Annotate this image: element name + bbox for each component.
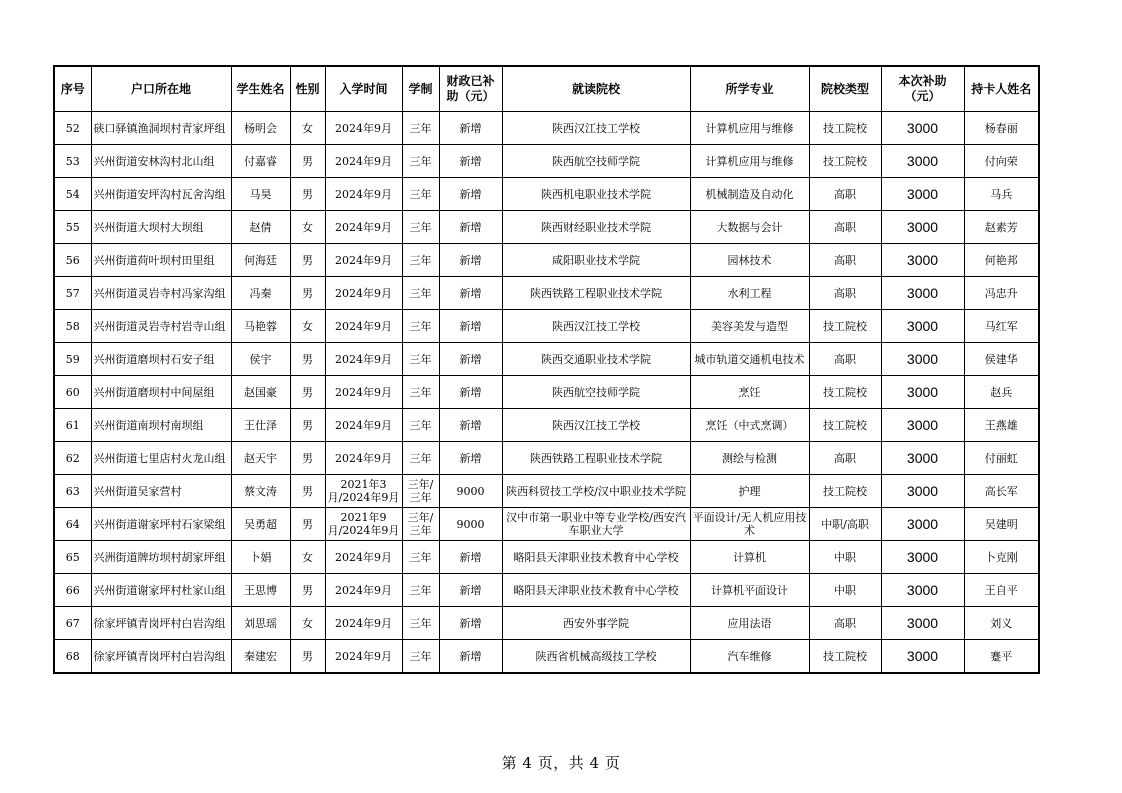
cell-col-gender: 男 [290, 376, 325, 409]
cell-col-major: 计算机 [690, 541, 809, 574]
table-row [54, 178, 1039, 211]
cell-col-index: 55 [54, 211, 91, 244]
cell-col-gender: 男 [290, 508, 325, 541]
cell-col-gender: 男 [290, 343, 325, 376]
cell-col-household-address: 兴州街道吴家营村 [91, 475, 231, 508]
cell-col-major: 计算机平面设计 [690, 574, 809, 607]
cell-col-enrollment-date: 2024年9月 [325, 640, 402, 674]
cell-col-major: 机械制造及自动化 [690, 178, 809, 211]
cell-col-current-subsidy: 3000 [881, 277, 964, 310]
cell-col-enrollment-date: 2024年9月 [325, 409, 402, 442]
cell-col-school-type: 高职 [809, 607, 881, 640]
cell-col-program-length: 三年 [402, 541, 439, 574]
cell-col-student-name: 赵天宇 [231, 442, 290, 475]
cell-col-prior-subsidy: 新增 [439, 442, 502, 475]
cell-col-school-type: 技工院校 [809, 475, 881, 508]
cell-col-school: 陕西科贸技工学校/汉中职业技术学院 [502, 475, 690, 508]
header-col-prior-subsidy: 财政已补助（元） [439, 66, 502, 112]
cell-col-current-subsidy: 3000 [881, 409, 964, 442]
header-col-school: 就读院校 [502, 66, 690, 112]
cell-col-prior-subsidy: 新增 [439, 574, 502, 607]
cell-col-major: 烹饪（中式烹调） [690, 409, 809, 442]
cell-col-household-address: 兴州街道磨坝村中间屋组 [91, 376, 231, 409]
cell-col-prior-subsidy: 9000 [439, 508, 502, 541]
table-row [54, 574, 1039, 607]
cell-col-household-address: 兴州街道磨坝村石安子组 [91, 343, 231, 376]
cell-col-school: 陕西省机械高级技工学校 [502, 640, 690, 674]
cell-col-gender: 男 [290, 640, 325, 674]
cell-col-index: 67 [54, 607, 91, 640]
cell-col-current-subsidy: 3000 [881, 211, 964, 244]
cell-col-cardholder-name: 马红军 [964, 310, 1039, 343]
cell-col-prior-subsidy: 新增 [439, 409, 502, 442]
cell-col-school: 陕西铁路工程职业技术学院 [502, 277, 690, 310]
cell-col-enrollment-date: 2024年9月 [325, 145, 402, 178]
table-row [54, 376, 1039, 409]
cell-col-school-type: 高职 [809, 277, 881, 310]
cell-col-index: 68 [54, 640, 91, 674]
table-row [54, 409, 1039, 442]
cell-col-current-subsidy: 3000 [881, 376, 964, 409]
cell-col-school-type: 高职 [809, 211, 881, 244]
cell-col-school: 陕西机电职业技术学院 [502, 178, 690, 211]
cell-col-household-address: 兴州街道灵岩寺村冯家沟组 [91, 277, 231, 310]
table-row [54, 244, 1039, 277]
cell-col-major: 计算机应用与维修 [690, 112, 809, 145]
cell-col-current-subsidy: 3000 [881, 574, 964, 607]
table-row [54, 640, 1039, 674]
cell-col-cardholder-name: 刘义 [964, 607, 1039, 640]
cell-col-index: 59 [54, 343, 91, 376]
table-row [54, 541, 1039, 574]
header-col-student-name: 学生姓名 [231, 66, 290, 112]
cell-col-current-subsidy: 3000 [881, 343, 964, 376]
cell-col-gender: 男 [290, 574, 325, 607]
cell-col-school: 咸阳职业技术学院 [502, 244, 690, 277]
header-row [54, 66, 1039, 112]
cell-col-gender: 男 [290, 244, 325, 277]
cell-col-school: 陕西汉江技工学校 [502, 310, 690, 343]
subsidy-table [53, 65, 1040, 674]
cell-col-school: 陕西汉江技工学校 [502, 112, 690, 145]
cell-col-school-type: 技工院校 [809, 640, 881, 674]
cell-col-major: 大数据与会计 [690, 211, 809, 244]
table-row [54, 277, 1039, 310]
cell-col-index: 56 [54, 244, 91, 277]
cell-col-index: 54 [54, 178, 91, 211]
cell-col-household-address: 兴州街道安林沟村北山组 [91, 145, 231, 178]
cell-col-cardholder-name: 高长军 [964, 475, 1039, 508]
cell-col-student-name: 蔡文涛 [231, 475, 290, 508]
cell-col-gender: 女 [290, 211, 325, 244]
cell-col-household-address: 徐家坪镇青岗坪村白岩沟组 [91, 607, 231, 640]
cell-col-gender: 女 [290, 541, 325, 574]
cell-col-school-type: 技工院校 [809, 145, 881, 178]
cell-col-cardholder-name: 赵兵 [964, 376, 1039, 409]
cell-col-student-name: 刘思瑶 [231, 607, 290, 640]
cell-col-cardholder-name: 王自平 [964, 574, 1039, 607]
cell-col-student-name: 秦建宏 [231, 640, 290, 674]
cell-col-gender: 男 [290, 277, 325, 310]
cell-col-index: 52 [54, 112, 91, 145]
cell-col-student-name: 冯秦 [231, 277, 290, 310]
cell-col-enrollment-date: 2024年9月 [325, 343, 402, 376]
cell-col-school-type: 中职 [809, 574, 881, 607]
table-row [54, 343, 1039, 376]
cell-col-program-length: 三年 [402, 376, 439, 409]
cell-col-enrollment-date: 2024年9月 [325, 112, 402, 145]
cell-col-student-name: 吴勇超 [231, 508, 290, 541]
cell-col-index: 57 [54, 277, 91, 310]
cell-col-current-subsidy: 3000 [881, 178, 964, 211]
cell-col-index: 62 [54, 442, 91, 475]
cell-col-major: 园林技术 [690, 244, 809, 277]
cell-col-household-address: 兴州街道荷叶坝村田里组 [91, 244, 231, 277]
page-footer: 第 4 页，共 4 页 [501, 754, 621, 772]
cell-col-program-length: 三年 [402, 112, 439, 145]
cell-col-student-name: 马昊 [231, 178, 290, 211]
cell-col-index: 63 [54, 475, 91, 508]
cell-col-gender: 女 [290, 112, 325, 145]
cell-col-program-length: 三年 [402, 211, 439, 244]
cell-col-school: 略阳县天津职业技术教育中心学校 [502, 541, 690, 574]
cell-col-current-subsidy: 3000 [881, 475, 964, 508]
header-col-index: 序号 [54, 66, 91, 112]
cell-col-program-length: 三年 [402, 310, 439, 343]
cell-col-enrollment-date: 2024年9月 [325, 541, 402, 574]
cell-col-gender: 男 [290, 178, 325, 211]
cell-col-student-name: 何海廷 [231, 244, 290, 277]
cell-col-enrollment-date: 2024年9月 [325, 277, 402, 310]
cell-col-school-type: 技工院校 [809, 376, 881, 409]
cell-col-student-name: 付嘉睿 [231, 145, 290, 178]
cell-col-current-subsidy: 3000 [881, 145, 964, 178]
cell-col-enrollment-date: 2024年9月 [325, 244, 402, 277]
cell-col-cardholder-name: 马兵 [964, 178, 1039, 211]
cell-col-gender: 女 [290, 607, 325, 640]
cell-col-cardholder-name: 付向荣 [964, 145, 1039, 178]
cell-col-student-name: 赵倩 [231, 211, 290, 244]
header-col-major: 所学专业 [690, 66, 809, 112]
cell-col-prior-subsidy: 新增 [439, 277, 502, 310]
cell-col-enrollment-date: 2024年9月 [325, 178, 402, 211]
cell-col-gender: 男 [290, 145, 325, 178]
cell-col-school: 陕西航空技师学院 [502, 376, 690, 409]
cell-col-program-length: 三年 [402, 607, 439, 640]
cell-col-cardholder-name: 冯忠升 [964, 277, 1039, 310]
cell-col-program-length: 三年/三年 [402, 475, 439, 508]
cell-col-prior-subsidy: 新增 [439, 376, 502, 409]
cell-col-enrollment-date: 2021年3月/2024年9月 [325, 475, 402, 508]
cell-col-index: 58 [54, 310, 91, 343]
cell-col-current-subsidy: 3000 [881, 112, 964, 145]
cell-col-school-type: 技工院校 [809, 310, 881, 343]
cell-col-enrollment-date: 2024年9月 [325, 442, 402, 475]
cell-col-household-address: 兴州街道南坝村南坝组 [91, 409, 231, 442]
cell-col-school: 陕西航空技师学院 [502, 145, 690, 178]
table-row [54, 442, 1039, 475]
cell-col-program-length: 三年 [402, 409, 439, 442]
cell-col-student-name: 王思博 [231, 574, 290, 607]
table-row [54, 310, 1039, 343]
cell-col-household-address: 兴州街道谢家坪村石家梁组 [91, 508, 231, 541]
cell-col-prior-subsidy: 新增 [439, 244, 502, 277]
cell-col-cardholder-name: 赵素芳 [964, 211, 1039, 244]
cell-col-prior-subsidy: 新增 [439, 145, 502, 178]
cell-col-household-address: 硖口驿镇渔洞坝村青家坪组 [91, 112, 231, 145]
cell-col-current-subsidy: 3000 [881, 442, 964, 475]
header-col-household-address: 户口所在地 [91, 66, 231, 112]
cell-col-gender: 男 [290, 442, 325, 475]
cell-col-program-length: 三年 [402, 145, 439, 178]
table-row [54, 145, 1039, 178]
cell-col-cardholder-name: 何艳邦 [964, 244, 1039, 277]
cell-col-current-subsidy: 3000 [881, 607, 964, 640]
cell-col-prior-subsidy: 9000 [439, 475, 502, 508]
cell-col-school: 陕西铁路工程职业技术学院 [502, 442, 690, 475]
cell-col-cardholder-name: 蹇平 [964, 640, 1039, 674]
cell-col-major: 平面设计/无人机应用技术 [690, 508, 809, 541]
table-body [54, 112, 1039, 674]
cell-col-school: 陕西汉江技工学校 [502, 409, 690, 442]
header-col-school-type: 院校类型 [809, 66, 881, 112]
cell-col-current-subsidy: 3000 [881, 541, 964, 574]
cell-col-current-subsidy: 3000 [881, 640, 964, 674]
cell-col-current-subsidy: 3000 [881, 244, 964, 277]
cell-col-index: 65 [54, 541, 91, 574]
header-col-program-length: 学制 [402, 66, 439, 112]
cell-col-major: 城市轨道交通机电技术 [690, 343, 809, 376]
cell-col-household-address: 兴洲街道牌坊坝村胡家坪组 [91, 541, 231, 574]
cell-col-current-subsidy: 3000 [881, 310, 964, 343]
cell-col-school-type: 中职 [809, 541, 881, 574]
cell-col-major: 水利工程 [690, 277, 809, 310]
cell-col-program-length: 三年 [402, 574, 439, 607]
cell-col-school: 汉中市第一职业中等专业学校/西安汽车职业大学 [502, 508, 690, 541]
cell-col-major: 计算机应用与维修 [690, 145, 809, 178]
cell-col-gender: 男 [290, 409, 325, 442]
cell-col-cardholder-name: 付丽虹 [964, 442, 1039, 475]
header-col-enrollment-date: 入学时间 [325, 66, 402, 112]
cell-col-cardholder-name: 吴建明 [964, 508, 1039, 541]
cell-col-prior-subsidy: 新增 [439, 640, 502, 674]
cell-col-household-address: 兴州街道七里店村火龙山组 [91, 442, 231, 475]
cell-col-household-address: 徐家坪镇青岗坪村白岩沟组 [91, 640, 231, 674]
cell-col-program-length: 三年 [402, 244, 439, 277]
cell-col-prior-subsidy: 新增 [439, 607, 502, 640]
cell-col-enrollment-date: 2024年9月 [325, 211, 402, 244]
cell-col-program-length: 三年 [402, 640, 439, 674]
cell-col-gender: 男 [290, 475, 325, 508]
cell-col-school-type: 中职/高职 [809, 508, 881, 541]
cell-col-student-name: 卜娟 [231, 541, 290, 574]
cell-col-index: 61 [54, 409, 91, 442]
cell-col-school: 陕西财经职业技术学院 [502, 211, 690, 244]
cell-col-major: 美容美发与造型 [690, 310, 809, 343]
cell-col-school: 陕西交通职业技术学院 [502, 343, 690, 376]
cell-col-gender: 女 [290, 310, 325, 343]
cell-col-school-type: 高职 [809, 442, 881, 475]
table-row [54, 475, 1039, 508]
cell-col-school-type: 技工院校 [809, 112, 881, 145]
cell-col-index: 60 [54, 376, 91, 409]
cell-col-household-address: 兴州街道谢家坪村杜家山组 [91, 574, 231, 607]
cell-col-enrollment-date: 2024年9月 [325, 607, 402, 640]
table-row [54, 508, 1039, 541]
cell-col-cardholder-name: 卜克刚 [964, 541, 1039, 574]
cell-col-student-name: 侯宇 [231, 343, 290, 376]
cell-col-major: 应用法语 [690, 607, 809, 640]
table-row [54, 112, 1039, 145]
cell-col-prior-subsidy: 新增 [439, 112, 502, 145]
cell-col-school-type: 高职 [809, 343, 881, 376]
header-col-cardholder-name: 持卡人姓名 [964, 66, 1039, 112]
cell-col-cardholder-name: 侯建华 [964, 343, 1039, 376]
cell-col-major: 护理 [690, 475, 809, 508]
cell-col-student-name: 赵国豪 [231, 376, 290, 409]
cell-col-prior-subsidy: 新增 [439, 541, 502, 574]
cell-col-program-length: 三年/三年 [402, 508, 439, 541]
cell-col-prior-subsidy: 新增 [439, 178, 502, 211]
cell-col-major: 烹饪 [690, 376, 809, 409]
cell-col-cardholder-name: 杨春丽 [964, 112, 1039, 145]
cell-col-enrollment-date: 2024年9月 [325, 574, 402, 607]
cell-col-household-address: 兴州街道大坝村大坝组 [91, 211, 231, 244]
cell-col-household-address: 兴州街道灵岩寺村岩寺山组 [91, 310, 231, 343]
cell-col-prior-subsidy: 新增 [439, 211, 502, 244]
cell-col-major: 测绘与检测 [690, 442, 809, 475]
table-row [54, 607, 1039, 640]
header-col-gender: 性别 [290, 66, 325, 112]
cell-col-enrollment-date: 2024年9月 [325, 376, 402, 409]
cell-col-current-subsidy: 3000 [881, 508, 964, 541]
cell-col-index: 53 [54, 145, 91, 178]
cell-col-cardholder-name: 王燕雄 [964, 409, 1039, 442]
cell-col-school-type: 高职 [809, 178, 881, 211]
table-row [54, 211, 1039, 244]
cell-col-school: 略阳县天津职业技术教育中心学校 [502, 574, 690, 607]
cell-col-student-name: 杨明会 [231, 112, 290, 145]
cell-col-index: 64 [54, 508, 91, 541]
cell-col-enrollment-date: 2021年9月/2024年9月 [325, 508, 402, 541]
cell-col-household-address: 兴州街道安坪沟村瓦舍沟组 [91, 178, 231, 211]
cell-col-program-length: 三年 [402, 343, 439, 376]
cell-col-program-length: 三年 [402, 178, 439, 211]
cell-col-major: 汽车维修 [690, 640, 809, 674]
cell-col-prior-subsidy: 新增 [439, 310, 502, 343]
cell-col-school: 西安外事学院 [502, 607, 690, 640]
cell-col-student-name: 马艳蓉 [231, 310, 290, 343]
cell-col-prior-subsidy: 新增 [439, 343, 502, 376]
cell-col-school-type: 高职 [809, 244, 881, 277]
cell-col-program-length: 三年 [402, 277, 439, 310]
cell-col-school-type: 技工院校 [809, 409, 881, 442]
cell-col-index: 66 [54, 574, 91, 607]
cell-col-student-name: 王仕泽 [231, 409, 290, 442]
header-col-current-subsidy: 本次补助（元） [881, 66, 964, 112]
cell-col-enrollment-date: 2024年9月 [325, 310, 402, 343]
cell-col-program-length: 三年 [402, 442, 439, 475]
